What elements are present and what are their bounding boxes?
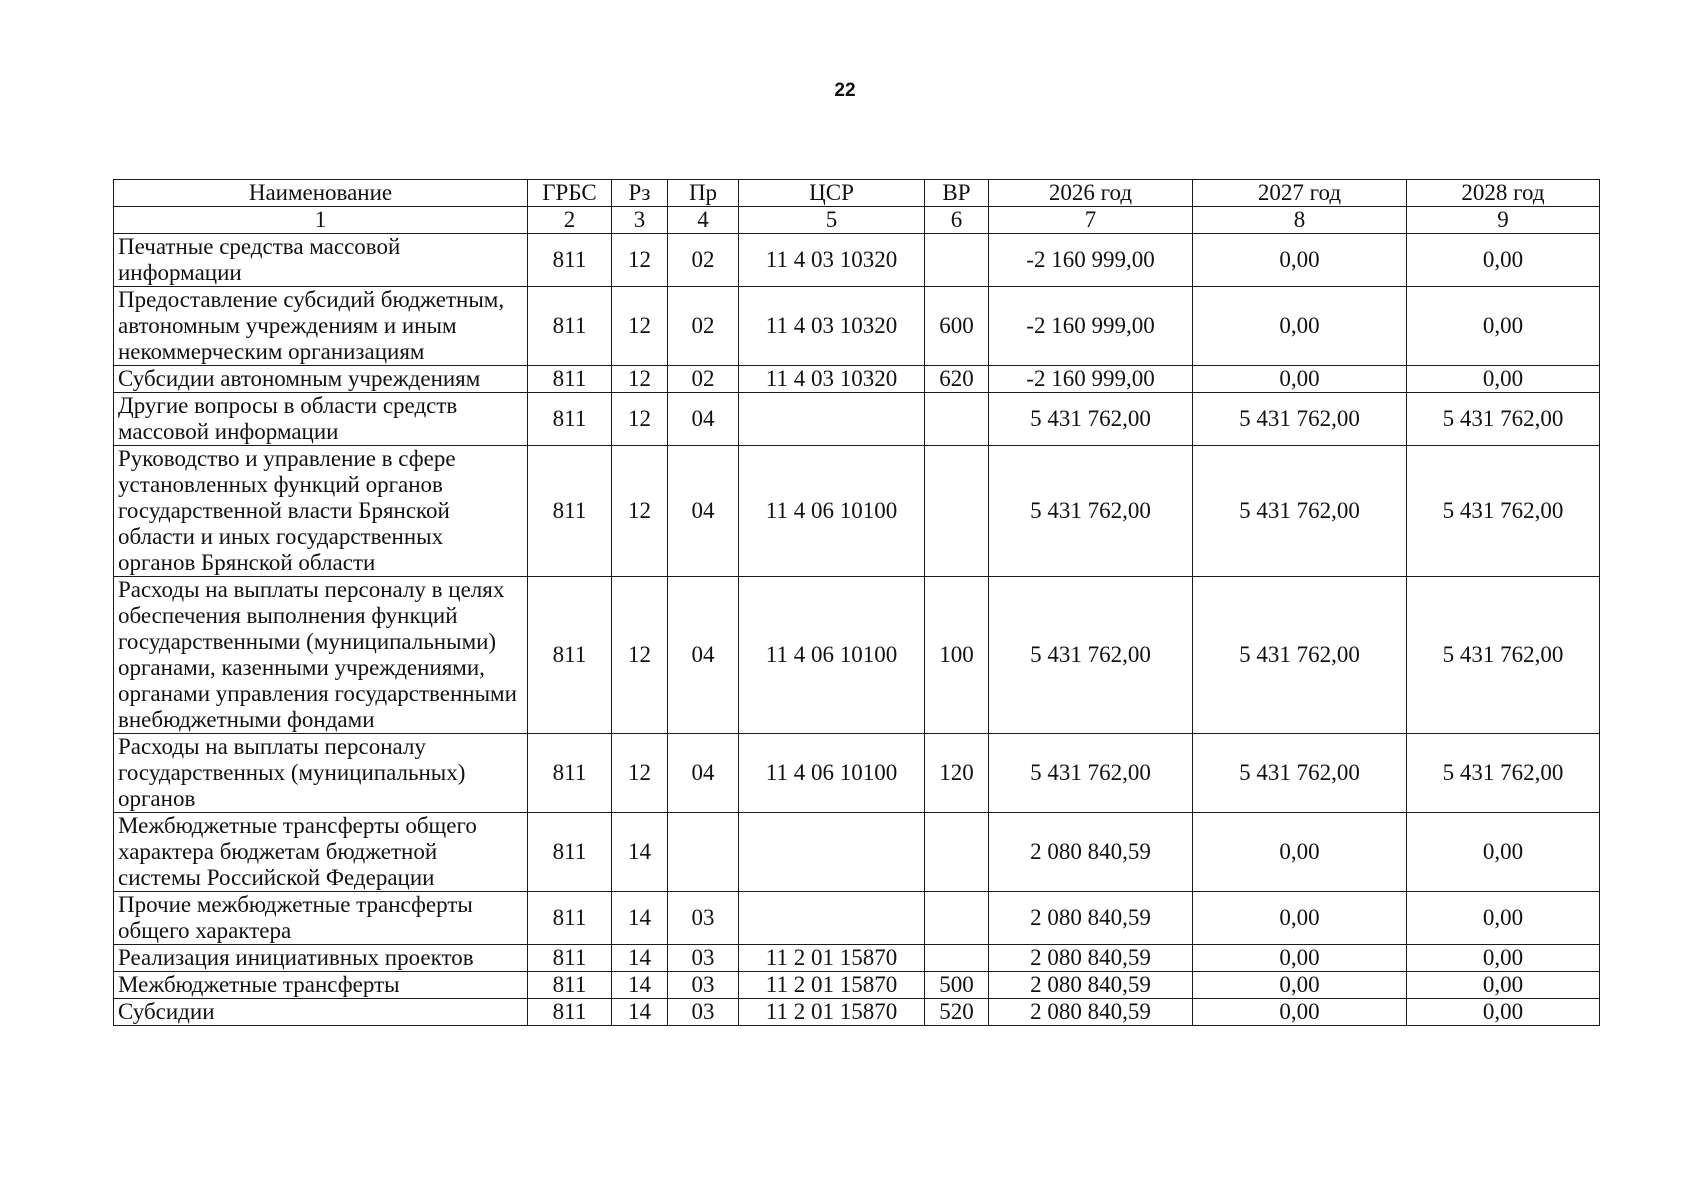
row-2028: 0,00: [1407, 234, 1600, 287]
row-2028: 0,00: [1407, 972, 1600, 999]
row-2027: 5 431 762,00: [1193, 577, 1407, 734]
table-row: [114, 234, 1600, 287]
row-grbs: 811: [528, 393, 612, 446]
row-pr: 02: [668, 234, 739, 287]
row-2027: 0,00: [1193, 945, 1407, 972]
row-2026: -2 160 999,00: [989, 287, 1193, 366]
row-vr: 620: [925, 366, 989, 393]
row-vr: [925, 892, 989, 945]
row-csr: 11 2 01 15870: [739, 999, 925, 1026]
row-name: Печатные средства массовой информации: [114, 234, 528, 287]
row-pr: 03: [668, 945, 739, 972]
row-2028: 5 431 762,00: [1407, 446, 1600, 577]
row-vr: [925, 446, 989, 577]
column-number: 3: [612, 207, 668, 234]
header-csr: ЦСР: [739, 180, 925, 207]
row-csr: 11 4 06 10100: [739, 734, 925, 813]
table-row: [114, 892, 1600, 945]
row-2027: 0,00: [1193, 972, 1407, 999]
table-row: [114, 734, 1600, 813]
budget-table: [113, 179, 1600, 1026]
row-2027: 0,00: [1193, 234, 1407, 287]
row-2028: 0,00: [1407, 892, 1600, 945]
row-vr: [925, 813, 989, 892]
row-2026: -2 160 999,00: [989, 234, 1193, 287]
row-pr: 02: [668, 366, 739, 393]
row-2028: 0,00: [1407, 999, 1600, 1026]
row-2026: -2 160 999,00: [989, 366, 1193, 393]
row-rz: 12: [612, 446, 668, 577]
row-grbs: 811: [528, 945, 612, 972]
row-pr: 04: [668, 577, 739, 734]
header-2026: 2026 год: [989, 180, 1193, 207]
row-vr: 520: [925, 999, 989, 1026]
row-2026: 2 080 840,59: [989, 813, 1193, 892]
row-name: Руководство и управление в сфере установленных функций органов государственной власти Брянской области и иных государственных органов Брянской области: [114, 446, 528, 577]
row-grbs: 811: [528, 234, 612, 287]
row-2026: 5 431 762,00: [989, 734, 1193, 813]
row-csr: 11 4 06 10100: [739, 446, 925, 577]
column-number: 4: [668, 207, 739, 234]
table-row: [114, 945, 1600, 972]
row-grbs: 811: [528, 734, 612, 813]
row-name: Другие вопросы в области средств массовой информации: [114, 393, 528, 446]
row-pr: 03: [668, 892, 739, 945]
row-grbs: 811: [528, 813, 612, 892]
row-vr: 120: [925, 734, 989, 813]
row-2026: 2 080 840,59: [989, 945, 1193, 972]
row-pr: 04: [668, 734, 739, 813]
header-vr: ВР: [925, 180, 989, 207]
row-2027: 0,00: [1193, 366, 1407, 393]
row-vr: 500: [925, 972, 989, 999]
row-2026: 5 431 762,00: [989, 393, 1193, 446]
row-name: Расходы на выплаты персоналу в целях обеспечения выполнения функций государственными (муниципальными) органами, казенными учреждениями, органами управления государственными внебюджетными фондами: [114, 577, 528, 734]
header-rz: Рз: [612, 180, 668, 207]
table-row: [114, 287, 1600, 366]
row-grbs: 811: [528, 577, 612, 734]
row-grbs: 811: [528, 287, 612, 366]
row-name: Субсидии автономным учреждениям: [114, 366, 528, 393]
table-row: [114, 446, 1600, 577]
row-name: Межбюджетные трансферты: [114, 972, 528, 999]
row-2027: 5 431 762,00: [1193, 393, 1407, 446]
page-number: 22: [834, 80, 856, 101]
row-name: Расходы на выплаты персоналу государственных (муниципальных) органов: [114, 734, 528, 813]
row-name: Предоставление субсидий бюджетным, автономным учреждениям и иным некоммерческим организациям: [114, 287, 528, 366]
row-2028: 0,00: [1407, 366, 1600, 393]
row-2027: 5 431 762,00: [1193, 734, 1407, 813]
row-rz: 14: [612, 813, 668, 892]
row-pr: 03: [668, 972, 739, 999]
row-name: Реализация инициативных проектов: [114, 945, 528, 972]
row-csr: 11 4 03 10320: [739, 287, 925, 366]
row-rz: 14: [612, 892, 668, 945]
row-csr: 11 4 06 10100: [739, 577, 925, 734]
row-csr: [739, 892, 925, 945]
row-grbs: 811: [528, 999, 612, 1026]
table-row: [114, 972, 1600, 999]
column-number: 2: [528, 207, 612, 234]
row-2028: 0,00: [1407, 287, 1600, 366]
row-2027: 0,00: [1193, 287, 1407, 366]
row-2027: 0,00: [1193, 813, 1407, 892]
row-2026: 5 431 762,00: [989, 577, 1193, 734]
column-number-row: [114, 207, 1600, 234]
column-number: 1: [114, 207, 528, 234]
row-pr: 04: [668, 393, 739, 446]
row-rz: 14: [612, 972, 668, 999]
row-2027: 0,00: [1193, 999, 1407, 1026]
row-2027: 5 431 762,00: [1193, 446, 1407, 577]
row-pr: [668, 813, 739, 892]
row-vr: 600: [925, 287, 989, 366]
row-name: Межбюджетные трансферты общего характера бюджетам бюджетной системы Российской Федерации: [114, 813, 528, 892]
header-row: [114, 180, 1600, 207]
table-row: [114, 393, 1600, 446]
row-rz: 14: [612, 999, 668, 1026]
row-rz: 12: [612, 393, 668, 446]
row-rz: 12: [612, 287, 668, 366]
row-2028: 5 431 762,00: [1407, 577, 1600, 734]
row-2027: 0,00: [1193, 892, 1407, 945]
row-csr: [739, 813, 925, 892]
row-rz: 12: [612, 366, 668, 393]
row-2026: 2 080 840,59: [989, 892, 1193, 945]
row-grbs: 811: [528, 892, 612, 945]
row-grbs: 811: [528, 972, 612, 999]
column-number: 7: [989, 207, 1193, 234]
row-csr: 11 4 03 10320: [739, 366, 925, 393]
row-grbs: 811: [528, 366, 612, 393]
row-2026: 2 080 840,59: [989, 972, 1193, 999]
row-name: Прочие межбюджетные трансферты общего характера: [114, 892, 528, 945]
row-2028: 0,00: [1407, 813, 1600, 892]
row-pr: 03: [668, 999, 739, 1026]
table-row: [114, 577, 1600, 734]
table-row: [114, 366, 1600, 393]
row-2028: 0,00: [1407, 945, 1600, 972]
row-vr: 100: [925, 577, 989, 734]
column-number: 8: [1193, 207, 1407, 234]
table-row: [114, 999, 1600, 1026]
row-csr: 11 2 01 15870: [739, 945, 925, 972]
header-grbs: ГРБС: [528, 180, 612, 207]
header-pr: Пр: [668, 180, 739, 207]
row-csr: [739, 393, 925, 446]
row-2026: 2 080 840,59: [989, 999, 1193, 1026]
row-name: Субсидии: [114, 999, 528, 1026]
row-rz: 12: [612, 577, 668, 734]
row-2028: 5 431 762,00: [1407, 734, 1600, 813]
column-number: 6: [925, 207, 989, 234]
column-number: 9: [1407, 207, 1600, 234]
row-2026: 5 431 762,00: [989, 446, 1193, 577]
row-csr: 11 4 03 10320: [739, 234, 925, 287]
header-2028: 2028 год: [1407, 180, 1600, 207]
header-2027: 2027 год: [1193, 180, 1407, 207]
row-vr: [925, 945, 989, 972]
row-vr: [925, 234, 989, 287]
row-csr: 11 2 01 15870: [739, 972, 925, 999]
row-vr: [925, 393, 989, 446]
row-grbs: 811: [528, 446, 612, 577]
row-rz: 12: [612, 234, 668, 287]
row-rz: 12: [612, 734, 668, 813]
row-rz: 14: [612, 945, 668, 972]
row-pr: 04: [668, 446, 739, 577]
row-2028: 5 431 762,00: [1407, 393, 1600, 446]
column-number: 5: [739, 207, 925, 234]
header-name: Наименование: [114, 180, 528, 207]
row-pr: 02: [668, 287, 739, 366]
table-row: [114, 813, 1600, 892]
